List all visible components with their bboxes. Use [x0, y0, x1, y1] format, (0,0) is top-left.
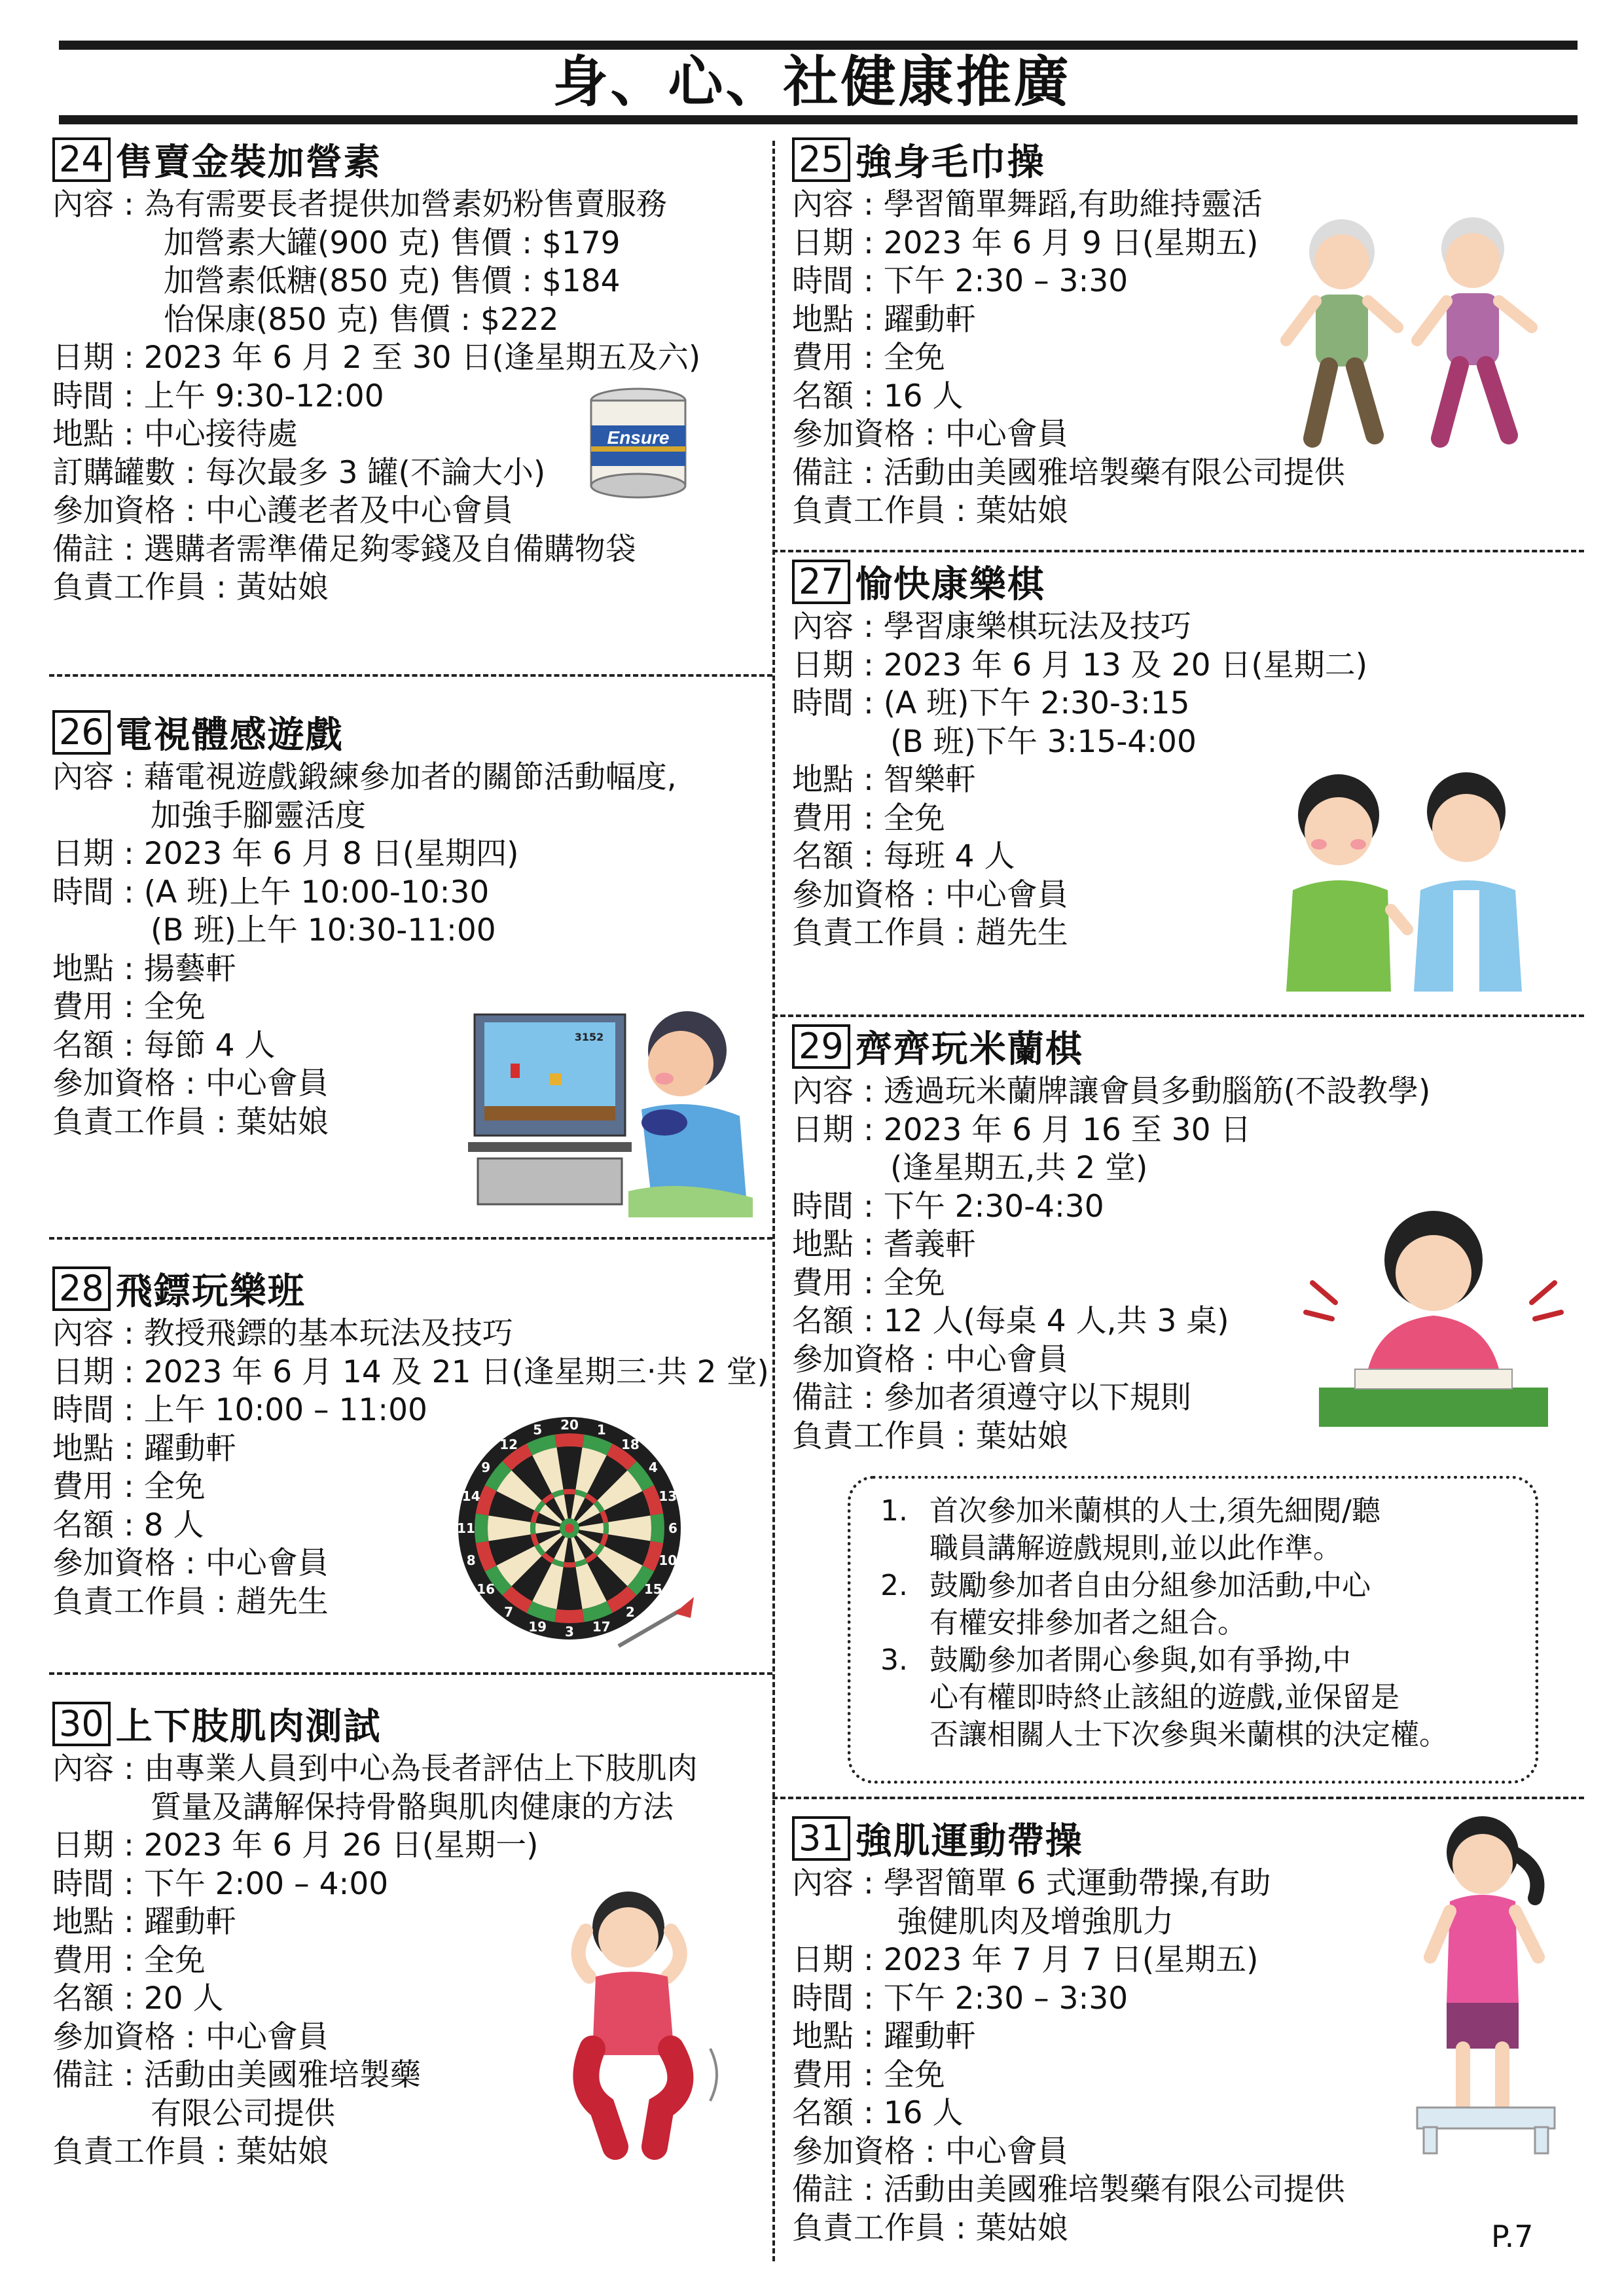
info-row: 負責工作員 : 黃姑娘 — [52, 569, 329, 605]
info-row: 地點 : 躍動軒 — [52, 1430, 236, 1467]
info-row: 內容 : 為有需要長者提供加營素奶粉售賣服務 — [52, 187, 667, 223]
dartboard-number: 19 — [528, 1619, 547, 1635]
info-row: 負責工作員 : 葉姑娘 — [792, 493, 1068, 529]
info-row: 質量及講解保持骨骼與肌肉健康的方法 — [151, 1789, 674, 1825]
dartboard-segment — [650, 1513, 664, 1543]
dartboard-segment — [564, 1562, 576, 1568]
towel-exercise-illustration — [1276, 209, 1558, 452]
info-row: 費用 : 全免 — [52, 989, 206, 1025]
info-row: 參加資格 : 中心會員 — [52, 1066, 329, 1102]
info-row: 負責工作員 : 趙先生 — [52, 1583, 329, 1620]
dartboard-segment — [475, 1513, 489, 1543]
info-row: 時間 : 下午 2:30-4:30 — [792, 1188, 1104, 1225]
info-row: 日期 : 2023 年 6 月 26 日(星期一) — [52, 1827, 539, 1863]
section-divider — [49, 1237, 772, 1240]
info-row: 加營素低糖(850 克) 售價 : $184 — [164, 263, 621, 299]
dartboard-segment — [530, 1522, 536, 1535]
dartboard-segment — [603, 1522, 609, 1535]
section-title: 愉快康樂棋 — [855, 564, 1045, 606]
info-row: (B 班)上午 10:30-11:00 — [151, 912, 496, 948]
dartboard-number: 8 — [466, 1552, 476, 1568]
section-number: 27 — [792, 560, 850, 604]
info-row: 日期 : 2023 年 6 月 9 日(星期五) — [792, 224, 1259, 261]
rule-text: 鼓勵參加者自由分組參加活動,中心 — [929, 1569, 1371, 1602]
dartboard-number: 16 — [477, 1581, 496, 1597]
info-row: 日期 : 2023 年 6 月 8 日(星期四) — [52, 836, 519, 872]
info-row: 內容 : 學習簡單 6 式運動帶操,有助 — [792, 1865, 1271, 1901]
info-row: 日期 : 2023 年 6 月 2 至 30 日(逢星期五及六) — [52, 340, 701, 376]
info-row: 內容 : 藉電視遊戲鍛練參加者的關節活動幅度, — [52, 759, 677, 795]
section-title: 售賣金裝加營素 — [115, 141, 382, 184]
info-row: 負責工作員 : 葉姑娘 — [52, 1103, 329, 1140]
info-row: 時間 : (A 班)上午 10:00-10:30 — [52, 874, 490, 910]
info-row: 日期 : 2023 年 7 月 7 日(星期五) — [792, 1942, 1259, 1978]
dartboard-number: 12 — [499, 1437, 518, 1453]
rule-text: 職員講解遊戲規則,並以此作準。 — [929, 1532, 1342, 1565]
dartboard-number: 3 — [565, 1624, 574, 1640]
section-number: 31 — [792, 1816, 850, 1861]
info-row: 內容 : 由專業人員到中心為長者評估上下肢肌肉 — [52, 1751, 698, 1787]
rule-text: 鼓勵參加者開心參與,如有爭拗,中 — [929, 1643, 1351, 1677]
info-row: 強健肌肉及增強肌力 — [897, 1903, 1174, 1940]
dartboard-number: 4 — [648, 1460, 658, 1476]
info-row: 負責工作員 : 葉姑娘 — [792, 1418, 1068, 1454]
info-row: 加營素大罐(900 克) 售價 : $179 — [164, 224, 621, 261]
section-divider — [772, 1014, 1584, 1017]
info-row: 備註 : 活動由美國雅培製藥有限公司提供 — [792, 2172, 1345, 2208]
info-row: 時間 : 上午 10:00 – 11:00 — [52, 1392, 427, 1428]
dartboard-segment — [554, 1609, 584, 1623]
info-row: 費用 : 全免 — [52, 1942, 206, 1979]
dartboard-number: 13 — [659, 1488, 677, 1505]
dartboard-segment — [564, 1489, 576, 1495]
info-row: 訂購罐數 : 每次最多 3 罐(不論大小) — [52, 454, 546, 491]
info-row: 時間 : 下午 2:30 – 3:30 — [792, 1980, 1128, 2017]
mahjong-player-illustration — [1299, 1198, 1568, 1430]
info-row: 地點 : 智樂軒 — [792, 762, 976, 798]
section-title: 飛鏢玩樂班 — [115, 1270, 306, 1313]
info-row: 參加資格 : 中心護老者及中心會員 — [52, 493, 513, 529]
info-row: 備註 : 活動由美國雅培製藥有限公司提供 — [792, 454, 1345, 491]
section-31 — [792, 1816, 1345, 2248]
info-row: 費用 : 全免 — [792, 1265, 945, 1301]
section-number: 25 — [792, 137, 850, 182]
dartboard-number: 15 — [643, 1581, 662, 1597]
dartboard-number: 14 — [461, 1488, 480, 1505]
info-row: 有限公司提供 — [151, 2095, 335, 2132]
info-row: 名額 : 16 人 — [792, 378, 964, 414]
dartboard-number: 7 — [504, 1604, 514, 1620]
info-row: 備註 : 參加者須遵守以下規則 — [792, 1380, 1191, 1416]
rule-number: 3. — [880, 1643, 908, 1677]
dartboard-bullseye — [565, 1524, 574, 1533]
info-row: 備註 : 活動由美國雅培製藥 — [52, 2057, 421, 2093]
section-title: 強肌運動帶操 — [855, 1820, 1083, 1863]
dartboard-number: 5 — [533, 1422, 543, 1438]
section-title: 強身毛巾操 — [855, 141, 1045, 184]
info-row: 內容 : 教授飛鏢的基本玩法及技巧 — [52, 1316, 513, 1352]
info-row: 負責工作員 : 趙先生 — [792, 915, 1068, 951]
section-divider — [49, 1672, 772, 1675]
rule-text: 否讓相關人士下次參與米蘭棋的決定權。 — [929, 1718, 1448, 1751]
dartboard-number: 9 — [481, 1460, 491, 1476]
info-row: 名額 : 8 人 — [52, 1507, 204, 1543]
info-row: 日期 : 2023 年 6 月 13 及 20 日(星期二) — [792, 647, 1368, 683]
dartboard-number: 17 — [592, 1619, 611, 1635]
section-title: 電視體感遊戲 — [115, 714, 344, 757]
info-row: 參加資格 : 中心會員 — [792, 876, 1068, 913]
info-row: 備註 : 選購者需準備足夠零錢及自備購物袋 — [52, 531, 636, 567]
info-row: 參加資格 : 中心會員 — [52, 1545, 329, 1581]
rule-item — [880, 1567, 1509, 1604]
info-row: 地點 : 揚藝軒 — [52, 950, 236, 987]
band-exercise-illustration — [1414, 1806, 1564, 2160]
info-row: 負責工作員 : 葉姑娘 — [792, 2210, 1068, 2246]
info-row: 費用 : 全免 — [792, 340, 945, 376]
rule-item — [880, 1492, 1509, 1530]
board-game-players-illustration — [1267, 766, 1542, 992]
info-row: 加強手腳靈活度 — [151, 797, 366, 834]
info-row: 名額 : 每節 4 人 — [52, 1027, 276, 1064]
info-row: 名額 : 16 人 — [792, 2095, 964, 2131]
info-row: 日期 : 2023 年 6 月 14 及 21 日(逢星期三‧共 2 堂) — [52, 1354, 769, 1390]
info-row: 地點 : 躍動軒 — [792, 2018, 976, 2054]
section-divider — [49, 674, 772, 677]
info-row: 參加資格 : 中心會員 — [52, 2018, 329, 2055]
squat-exercise-illustration — [563, 1878, 733, 2166]
info-row: (B 班)下午 3:15-4:00 — [890, 723, 1197, 760]
column-divider — [772, 141, 775, 2261]
info-row: 地點 : 躍動軒 — [52, 1904, 236, 1940]
milk-can-illustration — [586, 386, 691, 501]
section-number: 28 — [52, 1266, 111, 1311]
dartboard-number: 2 — [625, 1604, 635, 1620]
info-row: 參加資格 : 中心會員 — [792, 2133, 1068, 2170]
info-row: 怡保康(850 克) 售價 : $222 — [164, 301, 559, 338]
section-24 — [52, 137, 700, 607]
info-row: 內容 : 學習簡單舞蹈,有助維持靈活 — [792, 187, 1263, 223]
header-rule-bottom — [59, 115, 1578, 124]
dartboard-number: 10 — [659, 1552, 677, 1568]
section-25 — [792, 137, 1345, 531]
info-row: 參加資格 : 中心會員 — [792, 1341, 1068, 1378]
section-title: 齊齊玩米蘭棋 — [855, 1028, 1083, 1071]
section-title: 上下肢肌肉測試 — [115, 1706, 382, 1748]
info-row: 地點 : 中心接待處 — [52, 416, 298, 452]
info-row: 地點 : 耆義軒 — [792, 1227, 976, 1263]
video-game-illustration — [465, 1001, 756, 1224]
section-number: 29 — [792, 1024, 850, 1069]
rule-number: 2. — [880, 1569, 908, 1602]
info-row: 時間 : 下午 2:30 – 3:30 — [792, 263, 1128, 299]
info-row: 名額 : 20 人 — [52, 1981, 224, 2017]
rule-text: 心有權即時終止該組的遊戲,並保留是 — [929, 1681, 1399, 1714]
page-number: P.7 — [1491, 2219, 1534, 2254]
rule-text: 首次參加米蘭棋的人士,須先細閱/聽 — [929, 1494, 1380, 1528]
info-row: 名額 : 每班 4 人 — [792, 838, 1015, 874]
section-divider — [772, 550, 1584, 552]
dartboard-number: 1 — [596, 1422, 606, 1438]
info-row: 地點 : 躍動軒 — [792, 301, 976, 338]
info-row: 參加資格 : 中心會員 — [792, 416, 1068, 452]
rule-number: 1. — [880, 1494, 908, 1528]
rules-box — [848, 1476, 1538, 1784]
info-row: 時間 : (A 班)下午 2:30-3:15 — [792, 685, 1190, 721]
info-row: 費用 : 全免 — [792, 800, 945, 836]
info-row: 名額 : 12 人(每桌 4 人,共 3 桌) — [792, 1303, 1229, 1339]
info-row: 內容 : 學習康樂棋玩法及技巧 — [792, 609, 1191, 645]
section-number: 26 — [52, 710, 111, 755]
dartboard-number: 6 — [668, 1520, 677, 1536]
page-title: 身、心、社健康推廣 — [552, 50, 1072, 114]
can-brand-label: Ensure — [607, 427, 670, 448]
section-number: 30 — [52, 1702, 111, 1746]
info-row: 時間 : 下午 2:00 – 4:00 — [52, 1865, 389, 1902]
info-row: 費用 : 全免 — [52, 1469, 206, 1505]
info-row: 負責工作員 : 葉姑娘 — [52, 2134, 329, 2170]
info-row: (逢星期五,共 2 堂) — [890, 1150, 1148, 1186]
dartboard-number: 20 — [560, 1417, 579, 1433]
info-row: 費用 : 全免 — [792, 2056, 945, 2093]
dartboard-number: 11 — [457, 1520, 475, 1536]
info-row: 時間 : 上午 9:30-12:00 — [52, 378, 384, 414]
game-score: 3152 — [574, 1031, 604, 1043]
dartboard-number: 18 — [621, 1437, 640, 1453]
info-row: 日期 : 2023 年 6 月 16 至 30 日 — [792, 1111, 1252, 1148]
section-number: 24 — [52, 137, 111, 182]
rule-text: 有權安排參加者之組合。 — [929, 1606, 1246, 1640]
dartboard-illustration — [455, 1414, 697, 1662]
section-divider — [772, 1797, 1584, 1799]
info-row: 內容 : 透過玩米蘭牌讓會員多動腦筋(不設教學) — [792, 1073, 1431, 1109]
rule-item — [880, 1641, 1509, 1679]
dartboard-segment — [554, 1433, 584, 1448]
